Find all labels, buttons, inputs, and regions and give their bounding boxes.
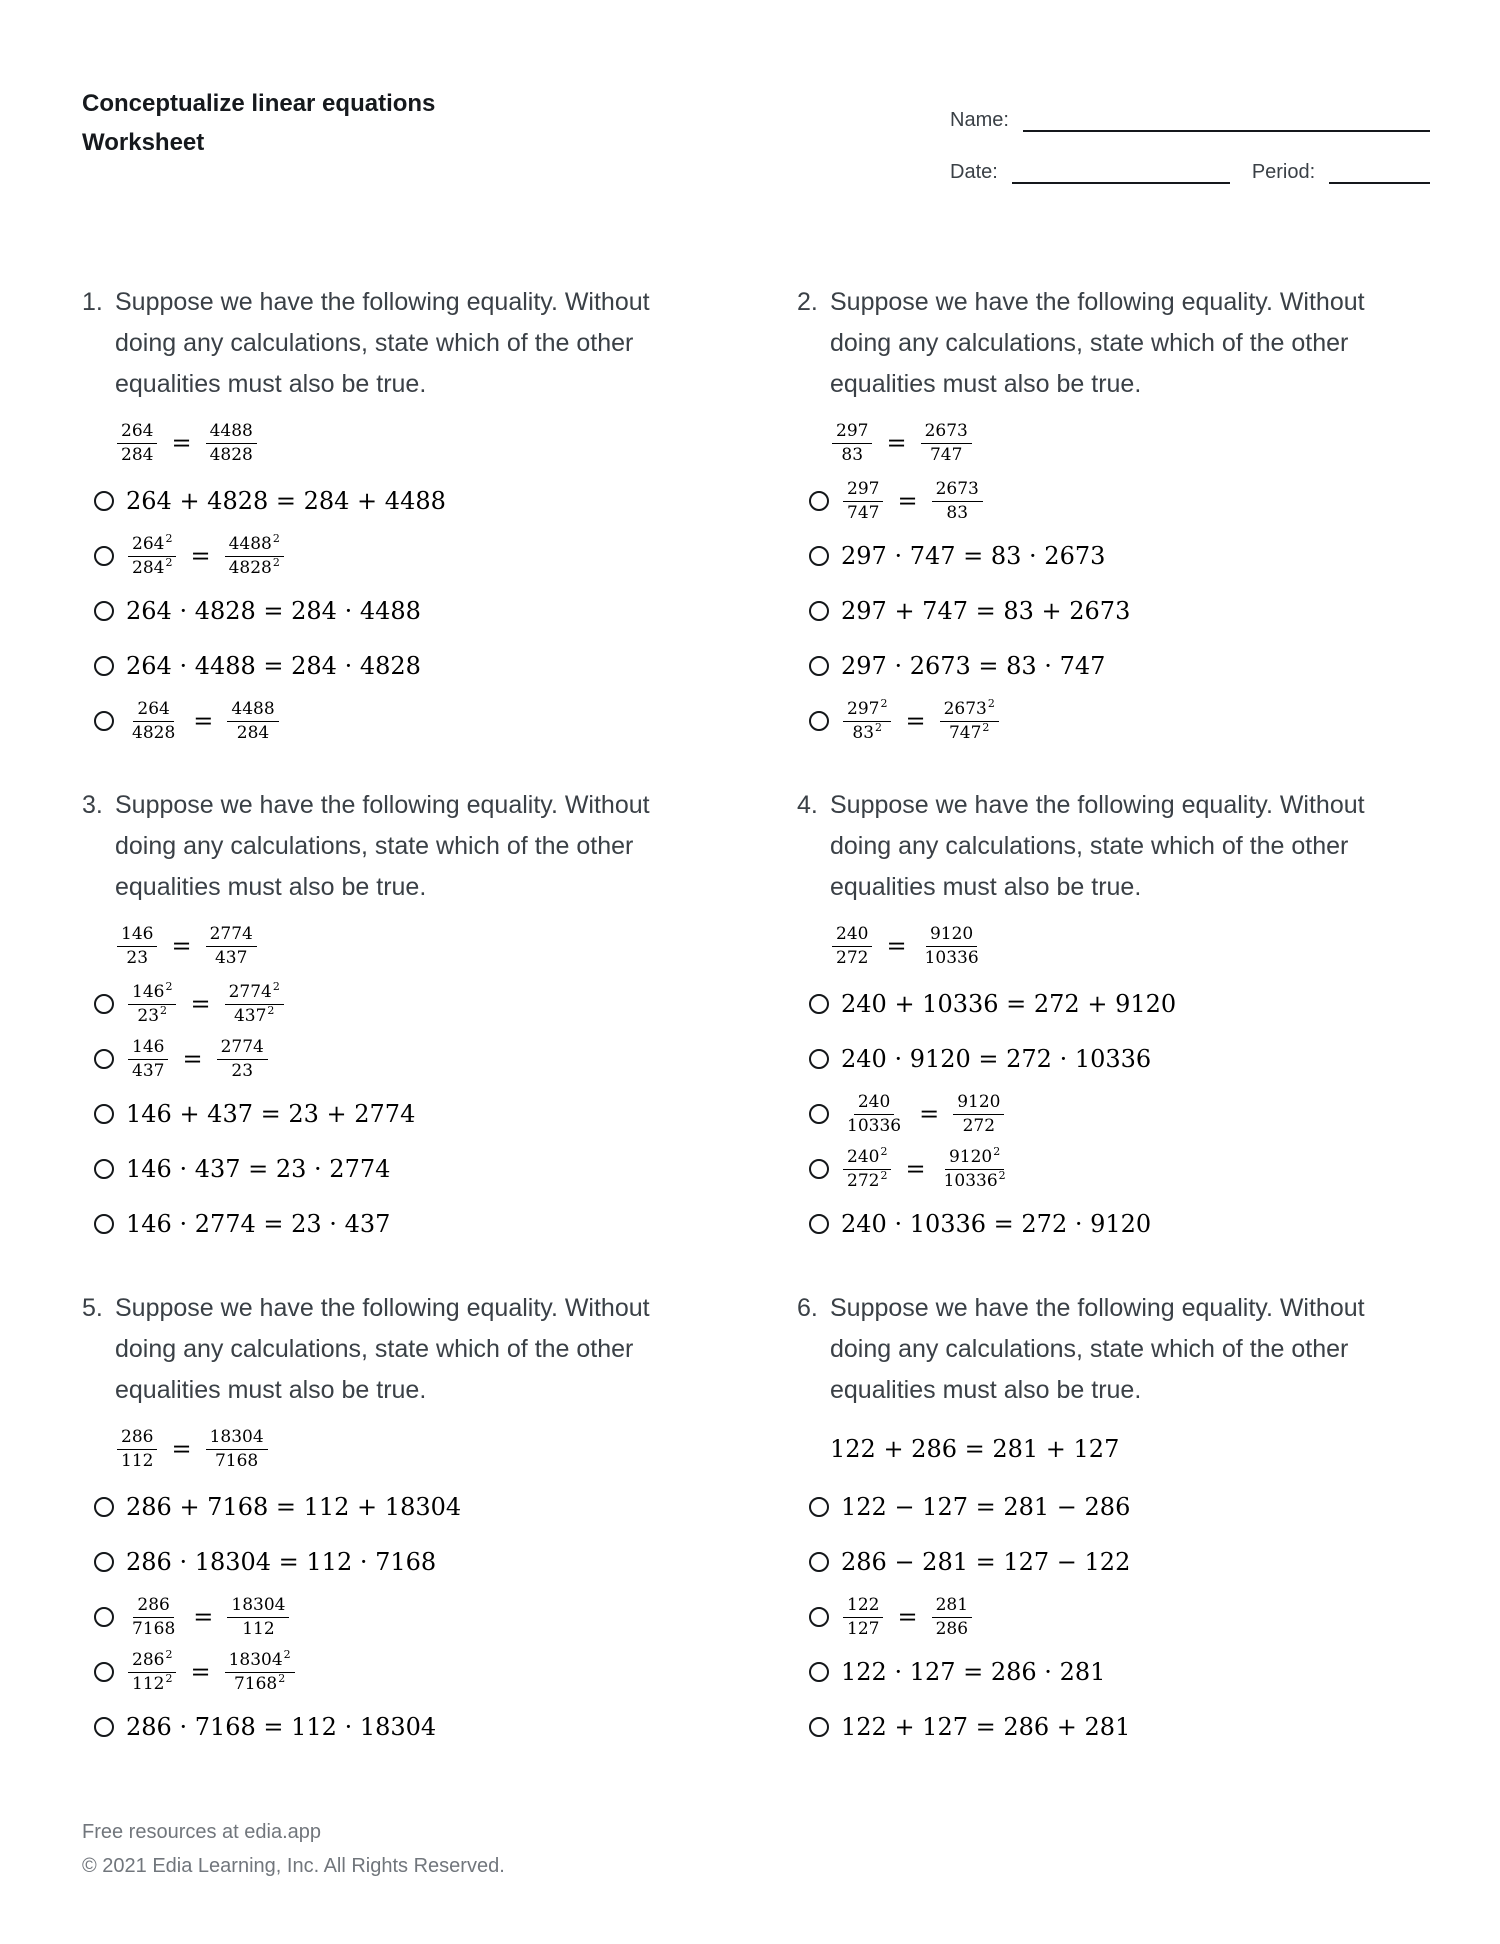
question-4 bbox=[797, 785, 1457, 1288]
fraction: $\frac{122}{127}$ bbox=[843, 1596, 883, 1638]
answer-option-2[interactable] bbox=[809, 1537, 1457, 1587]
option-equation bbox=[126, 980, 286, 1026]
answer-option-2[interactable] bbox=[94, 1537, 742, 1587]
option-equation bbox=[126, 700, 281, 742]
prompt-line: doing any calculations, state which of the other bbox=[115, 1335, 634, 1363]
radio-button-icon[interactable] bbox=[809, 1607, 829, 1627]
option-equation bbox=[126, 1038, 270, 1080]
equals-sign: = bbox=[905, 1155, 926, 1183]
radio-button-icon[interactable] bbox=[809, 1717, 829, 1737]
equation-text: 122 + 127 = 286 + 281 bbox=[841, 1713, 1131, 1741]
question-number: 2. bbox=[797, 288, 818, 316]
equation-text: 297 · 747 = 83 · 2673 bbox=[841, 542, 1106, 570]
answer-option-5[interactable] bbox=[94, 1199, 742, 1249]
answer-option-2[interactable] bbox=[809, 531, 1457, 581]
radio-button-icon[interactable] bbox=[809, 1214, 829, 1234]
question-3 bbox=[82, 785, 742, 1288]
given-equality bbox=[115, 918, 742, 974]
question-prompt bbox=[115, 785, 650, 908]
fraction: $\frac{264}{4828}$ bbox=[132, 698, 176, 743]
given-equality bbox=[830, 1421, 1457, 1477]
equals-sign: = bbox=[171, 932, 192, 960]
equation-text: 297 + 747 = 83 + 2673 bbox=[841, 597, 1131, 625]
prompt-line: equalities must also be true. bbox=[115, 370, 427, 398]
equation-text: 286 + 7168 = 112 + 18304 bbox=[126, 1493, 462, 1521]
answer-option-1[interactable] bbox=[809, 1482, 1457, 1532]
equals-sign: = bbox=[193, 707, 214, 735]
radio-button-icon[interactable] bbox=[94, 1497, 114, 1517]
radio-button-icon[interactable] bbox=[809, 601, 829, 621]
fraction: $\frac{281}{286}$ bbox=[932, 1596, 972, 1638]
equation-text: 146 + 437 = 23 + 2774 bbox=[126, 1100, 416, 1128]
title-block bbox=[82, 84, 435, 162]
equation-text: 264 + 4828 = 284 + 4488 bbox=[126, 487, 446, 515]
radio-button-icon[interactable] bbox=[94, 491, 114, 511]
prompt-line: Suppose we have the following equality. Without bbox=[115, 288, 650, 316]
fraction: $\frac{297^2}{83^2}$ bbox=[843, 700, 891, 742]
question-head bbox=[797, 1288, 1457, 1411]
fraction: $\frac{4488}{4828}$ bbox=[206, 422, 257, 464]
fraction: $\frac{18304}{112}$ bbox=[227, 1596, 289, 1638]
fraction: $\frac{286}{112}$ bbox=[117, 1428, 157, 1470]
question-prompt bbox=[830, 785, 1365, 908]
radio-button-icon[interactable] bbox=[94, 1214, 114, 1234]
answer-option-5[interactable] bbox=[94, 1702, 742, 1752]
radio-button-icon[interactable] bbox=[94, 1607, 114, 1627]
radio-button-icon[interactable] bbox=[809, 1104, 829, 1124]
option-equation bbox=[841, 1713, 1130, 1741]
prompt-line: equalities must also be true. bbox=[830, 370, 1142, 398]
footer-copyright: © 2021 Edia Learning, Inc. All Rights Reserved. bbox=[82, 1855, 505, 1877]
option-equation bbox=[126, 1210, 390, 1238]
equation-text: 240 + 10336 = 272 + 9120 bbox=[841, 990, 1177, 1018]
answer-option-5[interactable] bbox=[809, 1702, 1457, 1752]
options-list bbox=[82, 476, 742, 746]
radio-button-icon[interactable] bbox=[809, 994, 829, 1014]
answer-option-2[interactable] bbox=[809, 1034, 1457, 1084]
options-list bbox=[797, 979, 1457, 1249]
question-head bbox=[797, 282, 1457, 405]
question-number: 1. bbox=[82, 288, 103, 316]
equation-text: 264 · 4828 = 284 · 4488 bbox=[126, 597, 421, 625]
prompt-line: Suppose we have the following equality. Without bbox=[830, 288, 1365, 316]
equals-sign: = bbox=[190, 990, 211, 1018]
option-equation bbox=[841, 480, 985, 522]
equation-text: 240 · 9120 = 272 · 10336 bbox=[841, 1045, 1152, 1073]
question-number: 6. bbox=[797, 1294, 818, 1322]
option-equation bbox=[841, 1145, 1012, 1191]
fraction: $\frac{146}{437}$ bbox=[128, 1038, 168, 1080]
option-equation bbox=[841, 1493, 1130, 1521]
option-equation bbox=[841, 1548, 1130, 1576]
answer-option-2[interactable] bbox=[94, 531, 742, 581]
answer-option-5[interactable] bbox=[809, 1199, 1457, 1249]
options-list bbox=[797, 476, 1457, 746]
equation-text: 286 · 7168 = 112 · 18304 bbox=[126, 1713, 437, 1741]
prompt-line: Suppose we have the following equality. Without bbox=[830, 1294, 1365, 1322]
fraction: $\frac{9120}{272}$ bbox=[953, 1093, 1004, 1135]
given-equality bbox=[115, 415, 742, 471]
worksheet-title: Conceptualize linear equations bbox=[82, 90, 436, 117]
question-5 bbox=[82, 1288, 742, 1791]
option-equation bbox=[841, 1093, 1006, 1135]
radio-button-icon[interactable] bbox=[809, 656, 829, 676]
radio-button-icon[interactable] bbox=[94, 711, 114, 731]
given-equality bbox=[115, 1421, 742, 1477]
prompt-line: equalities must also be true. bbox=[830, 1376, 1142, 1404]
option-equation bbox=[841, 652, 1105, 680]
answer-option-3[interactable] bbox=[94, 1089, 742, 1139]
worksheet-subtitle: Worksheet bbox=[82, 129, 205, 156]
answer-option-3[interactable] bbox=[809, 586, 1457, 636]
options-list bbox=[82, 1482, 742, 1752]
option-equation bbox=[126, 1155, 390, 1183]
answer-option-3[interactable] bbox=[94, 586, 742, 636]
equation-text: 122 · 127 = 286 · 281 bbox=[841, 1658, 1106, 1686]
worksheet-footer bbox=[82, 1815, 1430, 1883]
equals-sign: = bbox=[897, 1603, 918, 1631]
option-equation bbox=[841, 542, 1105, 570]
answer-option-1[interactable] bbox=[94, 979, 742, 1029]
radio-button-icon[interactable] bbox=[94, 994, 114, 1014]
given-equation bbox=[830, 422, 974, 464]
fraction: $\frac{286^2}{112^2}$ bbox=[128, 1651, 176, 1693]
answer-option-4[interactable] bbox=[94, 641, 742, 691]
radio-button-icon[interactable] bbox=[809, 1159, 829, 1179]
answer-option-1[interactable] bbox=[809, 476, 1457, 526]
date-label: Date: bbox=[950, 161, 998, 183]
options-list bbox=[82, 979, 742, 1249]
answer-option-3[interactable] bbox=[809, 1592, 1457, 1642]
radio-button-icon[interactable] bbox=[809, 546, 829, 566]
prompt-line: doing any calculations, state which of the other bbox=[115, 832, 634, 860]
equals-sign: = bbox=[171, 1435, 192, 1463]
answer-option-4[interactable] bbox=[809, 1647, 1457, 1697]
questions-grid bbox=[82, 282, 1430, 1791]
option-equation bbox=[841, 1045, 1151, 1073]
option-equation bbox=[126, 1548, 436, 1576]
prompt-line: equalities must also be true. bbox=[115, 1376, 427, 1404]
question-prompt bbox=[830, 1288, 1365, 1411]
fraction: $\frac{4488}{284}$ bbox=[227, 700, 278, 742]
radio-button-icon[interactable] bbox=[94, 656, 114, 676]
fraction: $\frac{286}{7168}$ bbox=[132, 1594, 176, 1639]
answer-option-3[interactable] bbox=[809, 1089, 1457, 1139]
fraction: $\frac{2673^2}{747^2}$ bbox=[940, 700, 999, 742]
equation-text: 240 · 10336 = 272 · 9120 bbox=[841, 1210, 1152, 1238]
radio-button-icon[interactable] bbox=[809, 1662, 829, 1682]
given-equality bbox=[830, 415, 1457, 471]
radio-button-icon[interactable] bbox=[94, 1552, 114, 1572]
fraction: $\frac{4488^2}{4828^2}$ bbox=[225, 535, 284, 577]
fraction: $\frac{2673}{747}$ bbox=[921, 422, 972, 464]
answer-option-4[interactable] bbox=[809, 641, 1457, 691]
answer-option-4[interactable] bbox=[94, 1144, 742, 1194]
answer-option-4[interactable] bbox=[809, 1144, 1457, 1194]
fraction: $\frac{297}{747}$ bbox=[843, 480, 883, 522]
given-equation bbox=[115, 1428, 270, 1470]
fraction: $\frac{18304}{7168}$ bbox=[206, 1428, 268, 1470]
answer-option-2[interactable] bbox=[94, 1034, 742, 1084]
options-list bbox=[797, 1482, 1457, 1752]
equation-text: 122 − 127 = 281 − 286 bbox=[841, 1493, 1131, 1521]
option-equation bbox=[126, 652, 421, 680]
prompt-line: doing any calculations, state which of the other bbox=[830, 329, 1349, 357]
fraction: $\frac{9120^2}{10336^2}$ bbox=[943, 1145, 1006, 1191]
option-equation bbox=[126, 1713, 436, 1741]
answer-option-3[interactable] bbox=[94, 1592, 742, 1642]
equals-sign: = bbox=[190, 542, 211, 570]
option-equation bbox=[841, 990, 1176, 1018]
fraction: $\frac{146^2}{23^2}$ bbox=[128, 983, 176, 1025]
option-equation bbox=[841, 1210, 1151, 1238]
option-equation bbox=[126, 1100, 415, 1128]
question-number: 4. bbox=[797, 791, 818, 819]
equation-text: 286 · 18304 = 112 · 7168 bbox=[126, 1548, 437, 1576]
name-label: Name: bbox=[950, 109, 1009, 131]
fraction: $\frac{18304^2}{7168^2}$ bbox=[225, 1651, 295, 1693]
option-equation bbox=[841, 597, 1130, 625]
prompt-line: doing any calculations, state which of the other bbox=[830, 832, 1349, 860]
equals-sign: = bbox=[193, 1603, 214, 1631]
equation-text: 122 + 286 = 281 + 127 bbox=[830, 1435, 1120, 1463]
option-equation bbox=[126, 1493, 461, 1521]
radio-button-icon[interactable] bbox=[809, 711, 829, 731]
student-fields bbox=[950, 108, 1430, 184]
fraction: $\frac{2774}{437}$ bbox=[206, 925, 257, 967]
period-label: Period: bbox=[1251, 161, 1316, 183]
radio-button-icon[interactable] bbox=[94, 546, 114, 566]
footer-resources: Free resources at edia.app bbox=[82, 1821, 322, 1843]
worksheet-header bbox=[82, 84, 1430, 184]
question-head bbox=[797, 785, 1457, 908]
fraction: $\frac{2774^2}{437^2}$ bbox=[225, 983, 284, 1025]
option-equation bbox=[126, 1596, 291, 1638]
fraction: $\frac{264^2}{284^2}$ bbox=[128, 535, 176, 577]
option-equation bbox=[841, 1596, 974, 1638]
equals-sign: = bbox=[886, 429, 907, 457]
question-2 bbox=[797, 282, 1457, 785]
prompt-line: Suppose we have the following equality. Without bbox=[115, 791, 650, 819]
fraction: $\frac{240}{10336}$ bbox=[847, 1091, 902, 1136]
given-equation bbox=[115, 925, 259, 967]
given-equality bbox=[830, 918, 1457, 974]
question-head bbox=[82, 785, 742, 908]
prompt-line: Suppose we have the following equality. Without bbox=[830, 791, 1365, 819]
radio-button-icon[interactable] bbox=[809, 1049, 829, 1069]
prompt-line: equalities must also be true. bbox=[830, 873, 1142, 901]
equation-text: 264 · 4488 = 284 · 4828 bbox=[126, 652, 421, 680]
fraction: $\frac{240}{272}$ bbox=[832, 925, 872, 967]
answer-option-1[interactable] bbox=[94, 476, 742, 526]
equals-sign: = bbox=[886, 932, 907, 960]
question-prompt bbox=[115, 282, 650, 405]
prompt-line: doing any calculations, state which of the other bbox=[830, 1335, 1349, 1363]
equation-text: 146 · 437 = 23 · 2774 bbox=[126, 1155, 391, 1183]
given-equation bbox=[830, 925, 985, 967]
equals-sign: = bbox=[919, 1100, 940, 1128]
radio-button-icon[interactable] bbox=[94, 1717, 114, 1737]
option-equation bbox=[126, 532, 286, 578]
radio-button-icon[interactable] bbox=[94, 601, 114, 621]
question-6 bbox=[797, 1288, 1457, 1791]
equals-sign: = bbox=[190, 1658, 211, 1686]
prompt-line: Suppose we have the following equality. Without bbox=[115, 1294, 650, 1322]
radio-button-icon[interactable] bbox=[94, 1104, 114, 1124]
question-1 bbox=[82, 282, 742, 785]
equation-text: 146 · 2774 = 23 · 437 bbox=[126, 1210, 391, 1238]
fraction: $\frac{146}{23}$ bbox=[117, 925, 157, 967]
answer-option-1[interactable] bbox=[809, 979, 1457, 1029]
option-equation bbox=[126, 597, 421, 625]
question-prompt bbox=[830, 282, 1365, 405]
fraction: $\frac{9120}{10336}$ bbox=[924, 923, 979, 968]
period-line bbox=[1329, 160, 1430, 184]
radio-button-icon[interactable] bbox=[94, 1049, 114, 1069]
answer-option-5[interactable] bbox=[94, 696, 742, 746]
prompt-line: equalities must also be true. bbox=[115, 873, 427, 901]
fraction: $\frac{297}{83}$ bbox=[832, 422, 872, 464]
fraction: $\frac{240^2}{272^2}$ bbox=[843, 1148, 891, 1190]
equation-text: 297 · 2673 = 83 · 747 bbox=[841, 652, 1106, 680]
name-line bbox=[1023, 108, 1430, 132]
answer-option-1[interactable] bbox=[94, 1482, 742, 1532]
question-number: 5. bbox=[82, 1294, 103, 1322]
option-equation bbox=[126, 1648, 297, 1694]
given-equation bbox=[115, 422, 259, 464]
equation-text: 286 − 281 = 127 − 122 bbox=[841, 1548, 1131, 1576]
answer-option-4[interactable] bbox=[94, 1647, 742, 1697]
given-equation bbox=[830, 1435, 1119, 1463]
option-equation bbox=[126, 487, 446, 515]
prompt-line: doing any calculations, state which of the other bbox=[115, 329, 634, 357]
equals-sign: = bbox=[171, 429, 192, 457]
option-equation bbox=[841, 1658, 1105, 1686]
fraction: $\frac{264}{284}$ bbox=[117, 422, 157, 464]
question-head bbox=[82, 1288, 742, 1411]
equals-sign: = bbox=[897, 487, 918, 515]
option-equation bbox=[841, 697, 1001, 743]
question-head bbox=[82, 282, 742, 405]
equals-sign: = bbox=[182, 1045, 203, 1073]
radio-button-icon[interactable] bbox=[809, 491, 829, 511]
radio-button-icon[interactable] bbox=[809, 1497, 829, 1517]
date-line bbox=[1012, 160, 1230, 184]
name-row bbox=[950, 108, 1430, 132]
fraction: $\frac{2673}{83}$ bbox=[932, 480, 983, 522]
equals-sign: = bbox=[905, 707, 926, 735]
question-number: 3. bbox=[82, 791, 103, 819]
question-prompt bbox=[115, 1288, 650, 1411]
radio-button-icon[interactable] bbox=[94, 1159, 114, 1179]
radio-button-icon[interactable] bbox=[809, 1552, 829, 1572]
radio-button-icon[interactable] bbox=[94, 1662, 114, 1682]
date-period-row bbox=[950, 160, 1430, 184]
fraction: $\frac{2774}{23}$ bbox=[217, 1038, 268, 1080]
answer-option-5[interactable] bbox=[809, 696, 1457, 746]
